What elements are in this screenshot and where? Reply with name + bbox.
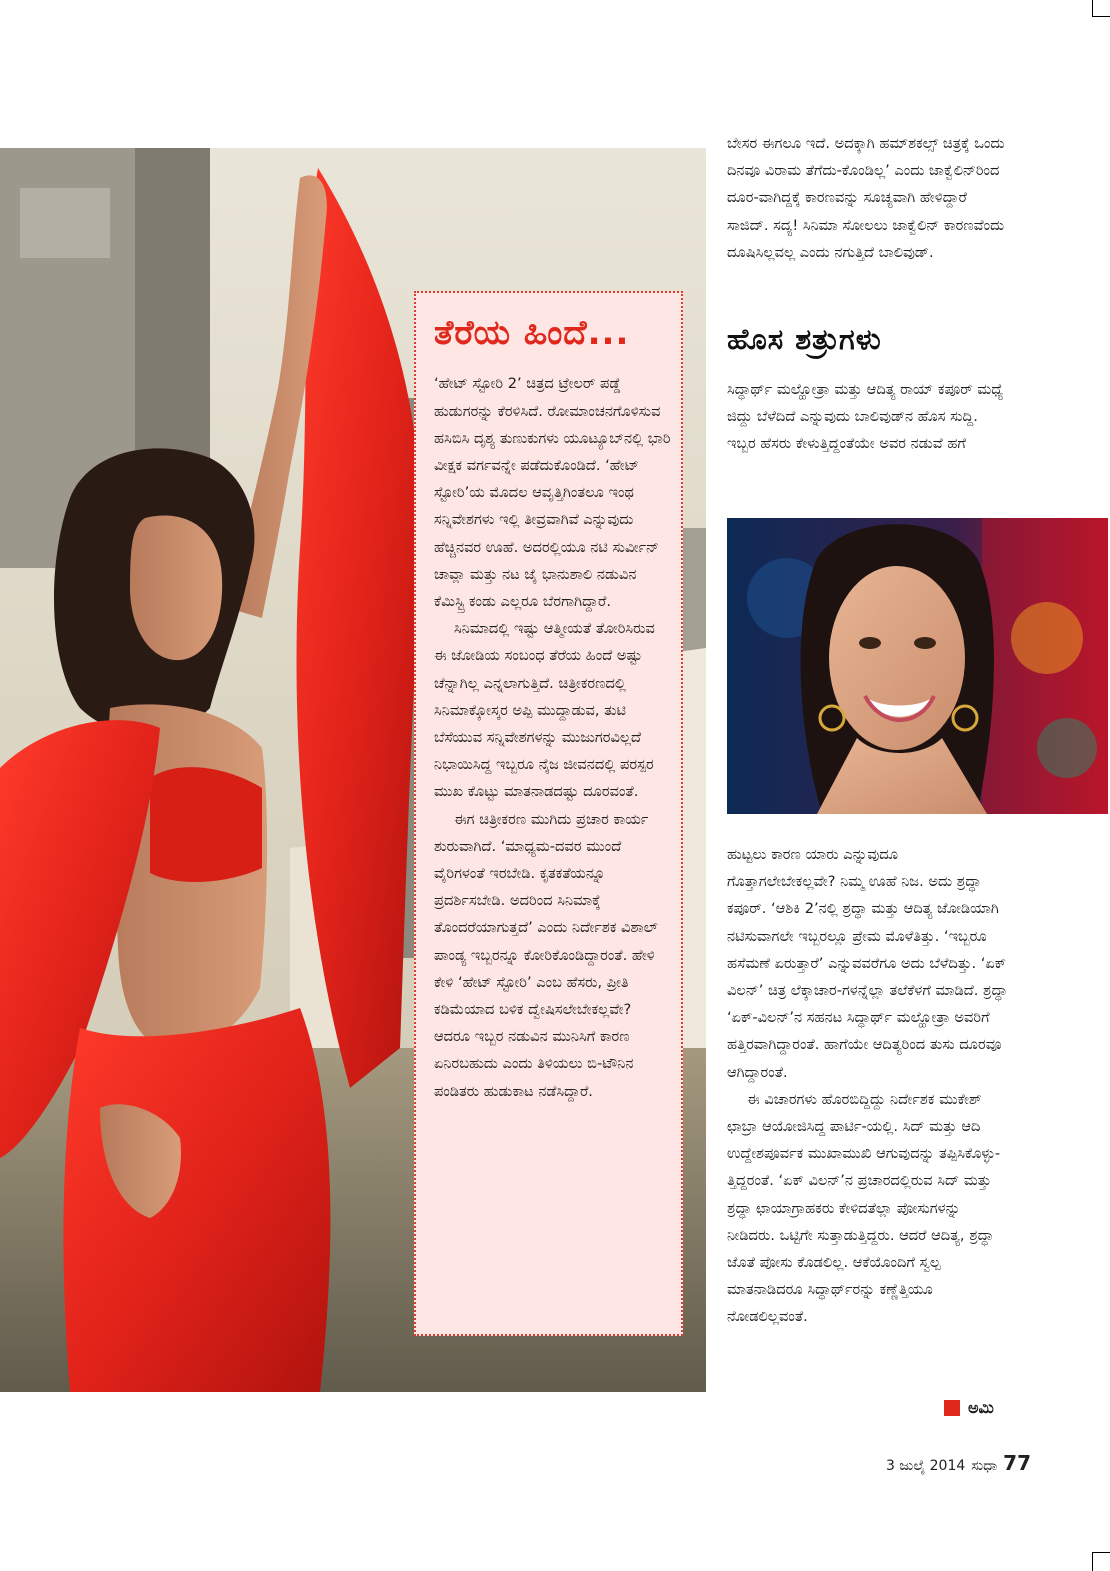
side-photo xyxy=(727,518,1108,814)
sidebar-title: ತೆರೆಯ ಹಿಂದೆ... xyxy=(434,313,630,353)
sidebar-paragraph: ‘ಹೇಟ್ ಸ್ಟೋರಿ 2’ ಚಿತ್ರದ ಟ್ರೇಲರ್ ಪಡ್ಡೆ ಹುಡುಗರನ್ನು ಕೆರಳಿಸಿದೆ. ರೋಮಾಂಚನಗೊಳಿಸುವ ಹಸಿಬಿಸಿ ದೃಶ್ಯ ತುಣುಕುಗಳು ಯೂಟ್ಯೂಬ್‌ನಲ್ಲಿ ಭಾರಿ ವೀಕ್ಷಕ ವರ್ಗವನ್ನೇ ಪಡೆದುಕೊಂಡಿದೆ. ‘ಹೇಟ್ ಸ್ಟೋರಿ’ಯ ಮೊದಲ ಆವೃತ್ತಿಗಿಂತಲೂ ಇಂಥ ಸನ್ನಿವೇಶಗಳು ಇಲ್ಲಿ ತೀವ್ರವಾಗಿವೆ ಎನ್ನುವುದು ಹೆಚ್ಚಿನವರ ಊಹೆ. ಅದರಲ್ಲಿಯೂ ನಟಿ ಸುರ್ವೀನ್ ಚಾವ್ಲಾ ಮತ್ತು ನಟ ಜೈ ಭಾನುಶಾಲಿ ನಡುವಿನ ಕೆಮಿಸ್ಟ್ರಿ ಕಂಡು ಎಲ್ಲರೂ ಬೆರಗಾಗಿದ್ದಾರೆ. xyxy=(434,375,671,611)
sidebar-box xyxy=(414,291,683,1336)
magazine-name: ಸುಧಾ xyxy=(971,1458,998,1474)
sidebar-paragraph: ಸಿನಿಮಾದಲ್ಲಿ ಇಷ್ಟು ಆತ್ಮೀಯತೆ ತೋರಿಸಿರುವ ಈ ಜೋಡಿಯ ಸಂಬಂಧ ತೆರೆಯ ಹಿಂದೆ ಅಷ್ಟು ಚೆನ್ನಾಗಿಲ್ಲ ಎನ್ನಲಾಗುತ್ತಿದೆ. ಚಿತ್ರೀಕರಣದಲ್ಲಿ ಸಿನಿಮಾಕ್ಕೋಸ್ಕರ ಅಪ್ಪಿ ಮುದ್ದಾಡುವ, ತುಟಿ ಬೆಸೆಯುವ ಸನ್ನಿವೇಶಗಳನ್ನು ಮುಜುಗರವಿಲ್ಲದೆ ನಿಭಾಯಿಸಿದ್ದ ಇಬ್ಬರೂ ನೈಜ ಜೀವನದಲ್ಲಿ ಪರಸ್ಪರ ಮುಖ ಕೊಟ್ಟು ಮಾತನಾಡದಷ್ಟು ದೂರವಂತೆ. xyxy=(434,620,655,801)
side-photo-illustration xyxy=(727,518,1108,814)
author-name: ಅಮಿ xyxy=(968,1398,994,1417)
right-column-intro xyxy=(727,376,1009,458)
issue-date: 3 ಜುಲೈ 2014 xyxy=(886,1458,966,1474)
bullet-square-icon xyxy=(944,1400,960,1416)
article-paragraph: ಬೇಸರ ಈಗಲೂ ಇದೆ. ಅದಕ್ಕಾಗಿ ಹಮ್‌ಶಕಲ್ಸ್ ಚಿತ್ರಕ್ಕೆ ಒಂದು ದಿನವೂ ವಿರಾಮ ತೆಗೆದು-ಕೊಂಡಿಲ್ಲ’ ಎಂದು ಜಾಕ್ವೆಲಿನ್‌ರಿಂದ ದೂರ-ವಾಗಿದ್ದಕ್ಕೆ ಕಾರಣವನ್ನು ಸೂಚ್ಯವಾಗಿ ಹೇಳಿದ್ದಾರೆ ಸಾಜಿದ್. ಸದ್ಯ! ಸಿನಿಮಾ ಸೋಲಲು ಜಾಕ್ವೆಲಿನ್ ಕಾರಣವೆಂದು ದೂಷಿಸಿಲ್ಲವಲ್ಲ ಎಂದು ನಗುತ್ತಿದೆ ಬಾಲಿವುಡ್. xyxy=(727,135,1005,261)
author-byline xyxy=(944,1398,994,1418)
right-column-top xyxy=(727,130,1009,266)
crop-mark xyxy=(1092,1552,1093,1571)
right-column-main xyxy=(727,841,1009,1331)
crop-mark xyxy=(1092,0,1093,16)
article-paragraph: ಈ ವಿಚಾರಗಳು ಹೊರಬಿದ್ದಿದ್ದು ನಿರ್ದೇಶಕ ಮುಕೇಶ್ ಛಾಬ್ರಾ ಆಯೋಜಿಸಿದ್ದ ಪಾರ್ಟಿ-ಯಲ್ಲಿ. ಸಿದ್ ಮತ್ತು ಆದಿ ಉದ್ದೇಶಪೂರ್ವಕ ಮುಖಾಮುಖಿ ಆಗುವುದನ್ನು ತಪ್ಪಿಸಿಕೊಳ್ಳು-ತ್ತಿದ್ದರಂತೆ. ‘ಏಕ್ ವಿಲನ್’ನ ಪ್ರಚಾರದಲ್ಲಿರುವ ಸಿದ್ ಮತ್ತು ಶ್ರದ್ಧಾ ಛಾಯಾಗ್ರಾಹಕರು ಕೇಳಿದತೆಲ್ಲಾ ಪೋಸುಗಳನ್ನು ನೀಡಿದರು. ಒಟ್ಟಿಗೇ ಸುತ್ತಾಡುತ್ತಿದ್ದರು. ಆದರೆ ಆದಿತ್ಯ, ಶ್ರದ್ಧಾ ಜೊತೆ ಪೋಸು ಕೊಡಲಿಲ್ಲ. ಆಕೆಯೊಂದಿಗೆ ಸ್ವಲ್ಪ ಮಾತನಾಡಿದರೂ ಸಿದ್ಧಾರ್ಥ್‌ರನ್ನು ಕಣ್ಣೆತ್ತಿಯೂ ನೋಡಲಿಲ್ಲವಂತೆ. xyxy=(727,1090,1001,1326)
article-paragraph: ಹುಟ್ಟಲು ಕಾರಣ ಯಾರು ಎನ್ನುವುದೂ ಗೊತ್ತಾಗಲೇಬೇಕಲ್ಲವೇ? ನಿಮ್ಮ ಊಹೆ ನಿಜ. ಅದು ಶ್ರದ್ಧಾ ಕಪೂರ್. ‘ಆಶಿಕಿ 2’ನಲ್ಲಿ ಶ್ರದ್ಧಾ ಮತ್ತು ಆದಿತ್ಯ ಜೋಡಿಯಾಗಿ ನಟಿಸುವಾಗಲೇ ಇಬ್ಬರಲ್ಲೂ ಪ್ರೇಮ ಮೊಳೆತಿತ್ತು. ‘ಇಬ್ಬರೂ ಹಸೆಮಣೆ ಏರುತ್ತಾರೆ’ ಎನ್ನುವವರೆಗೂ ಅದು ಬೆಳೆದಿತ್ತು. ‘ಏಕ್ ವಿಲನ್’ ಚಿತ್ರ ಲೆಕ್ಕಾಚಾರ-ಗಳನ್ನೆಲ್ಲಾ ತಲೆಕೆಳಗೆ ಮಾಡಿದೆ. ಶ್ರದ್ಧಾ ‘ಏಕ್-ವಿಲನ್’ನ ಸಹನಟ ಸಿದ್ಧಾರ್ಥ್ ಮಲ್ಹೋತ್ರಾ ಅವರಿಗೆ ಹತ್ತಿರವಾಗಿದ್ದಾರಂತೆ. ಹಾಗೆಯೇ ಆದಿತ್ಯರಿಂದ ತುಸು ದೂರವೂ ಆಗಿದ್ದಾರಂತೆ. xyxy=(727,846,1008,1081)
crop-mark xyxy=(1092,1552,1110,1553)
page-number: 77 xyxy=(1003,1451,1031,1475)
crop-mark xyxy=(1092,16,1110,17)
sidebar-body xyxy=(434,370,671,1104)
page-footer xyxy=(886,1451,1031,1475)
sidebar-paragraph: ಈಗ ಚಿತ್ರೀಕರಣ ಮುಗಿದು ಪ್ರಚಾರ ಕಾರ್ಯ ಶುರುವಾಗಿದೆ. ‘ಮಾಧ್ಯಮ-ದವರ ಮುಂದೆ ವೈರಿಗಳಂತೆ ಇರಬೇಡಿ. ಕೃತಕತೆಯನ್ನೂ ಪ್ರದರ್ಶಿಸಬೇಡಿ. ಅದರಿಂದ ಸಿನಿಮಾಕ್ಕೆ ತೊಂದರೆಯಾಗುತ್ತದೆ’ ಎಂದು ನಿರ್ದೇಶಕ ವಿಶಾಲ್ ಪಾಂಡ್ಯ ಇಬ್ಬರನ್ನೂ ಕೋರಿಕೊಂಡಿದ್ದಾರಂತೆ. ಹೇಳಿ ಕೇಳಿ ‘ಹೇಟ್ ಸ್ಟೋರಿ’ ಎಂಬ ಹೆಸರು, ಪ್ರೀತಿ ಕಡಿಮೆಯಾದ ಬಳಿಕ ದ್ವೇಷಿಸಲೇಬೇಕಲ್ಲವೇ? ಆದರೂ ಇಬ್ಬರ ನಡುವಿನ ಮುನಿಸಿಗೆ ಕಾರಣ ಏನಿರಬಹುದು ಎಂದು ತಿಳಿಯಲು ಬಿ-ಟೌನಿನ ಪಂಡಿತರು ಹುಡುಕಾಟ ನಡೆಸಿದ್ದಾರೆ. xyxy=(434,810,658,1100)
article-paragraph: ಸಿದ್ಧಾರ್ಥ್ ಮಲ್ಹೋತ್ರಾ ಮತ್ತು ಆದಿತ್ಯ ರಾಯ್ ಕಪೂರ್ ಮಧ್ಯೆ ಜಿದ್ದು ಬೆಳೆದಿದೆ ಎನ್ನುವುದು ಬಾಲಿವುಡ್‌ನ ಹೊಸ ಸುದ್ದಿ. ಇಬ್ಬರ ಹೆಸರು ಕೇಳುತ್ತಿದ್ದಂತೆಯೇ ಅವರ ನಡುವೆ ಹಗೆ xyxy=(727,381,1004,453)
section-heading: ಹೊಸ ಶತ್ರುಗಳು xyxy=(727,322,882,356)
